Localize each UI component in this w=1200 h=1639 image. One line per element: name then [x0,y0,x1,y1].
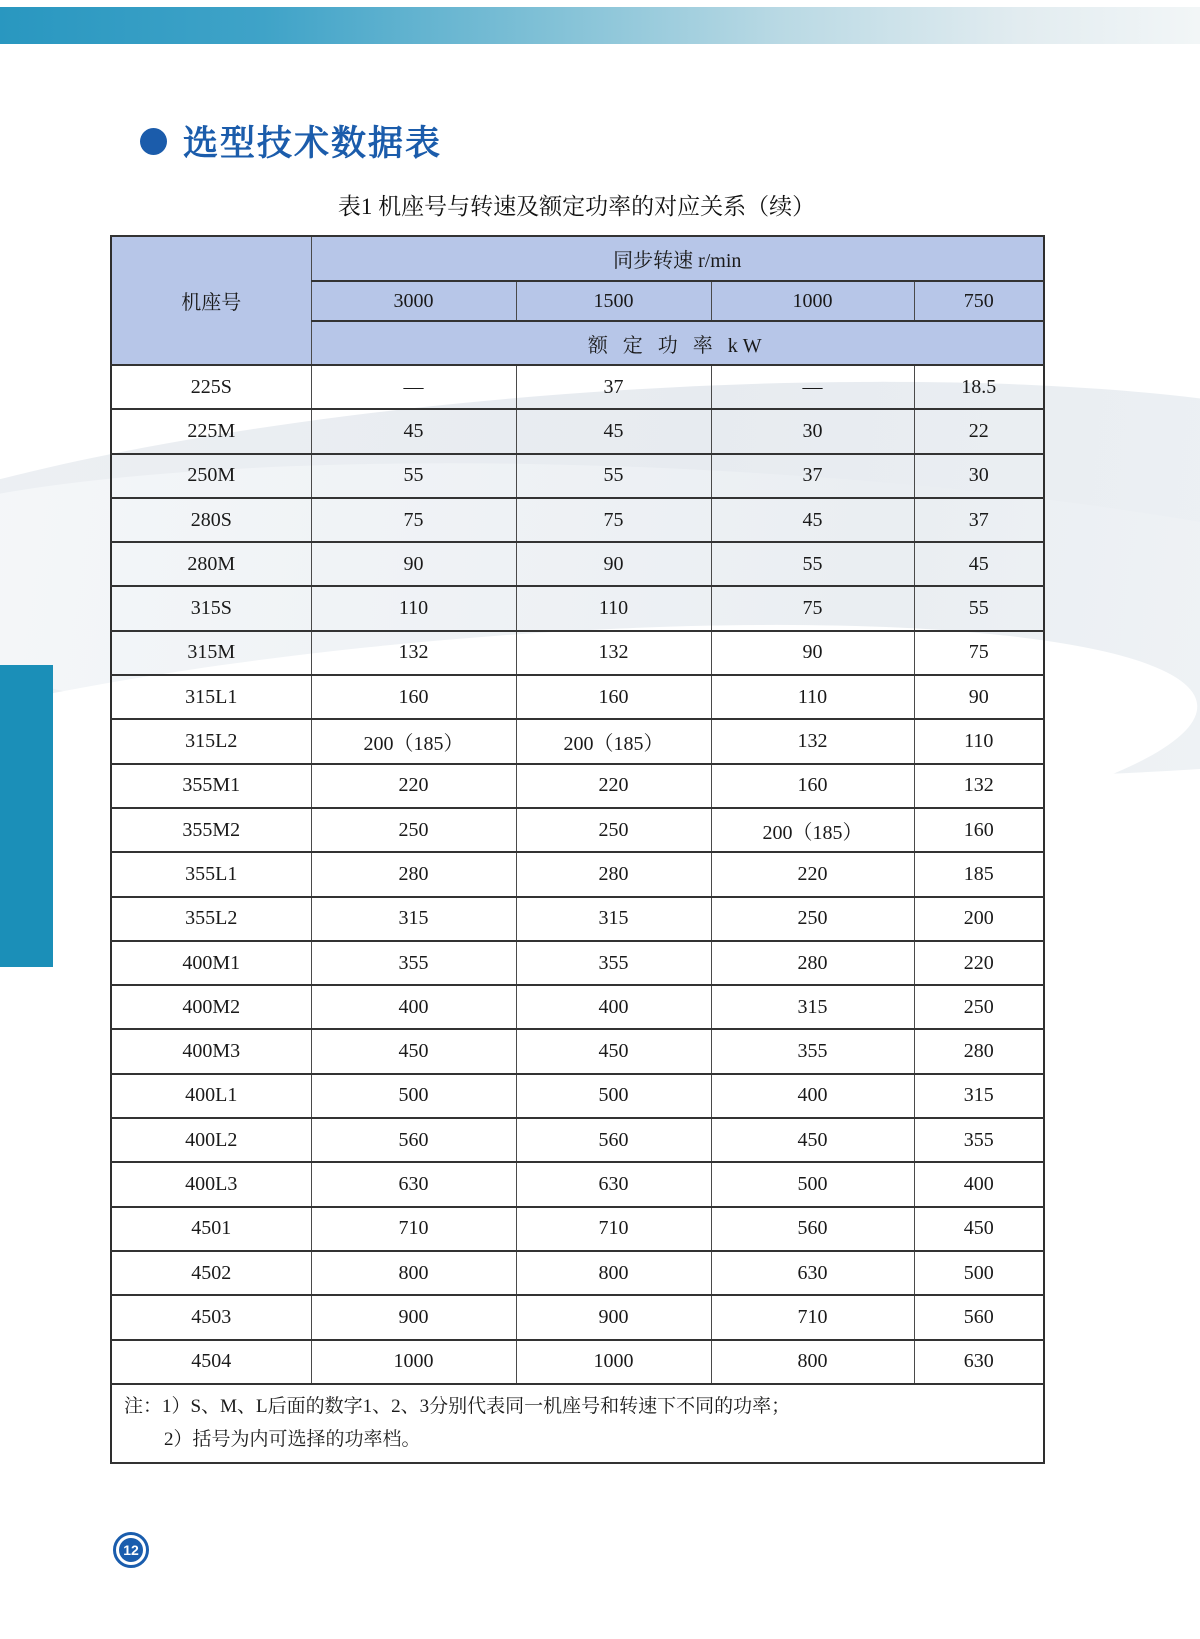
power-value-cell: 37 [711,454,914,498]
power-value-cell: 45 [516,409,711,453]
frame-size-cell: 400L2 [111,1118,311,1162]
power-value-cell: 90 [516,542,711,586]
frame-size-cell: 400M1 [111,941,311,985]
power-value-cell: 355 [516,941,711,985]
frame-size-cell: 4503 [111,1295,311,1339]
frame-size-cell: 400L1 [111,1074,311,1118]
power-value-cell: 560 [711,1207,914,1251]
power-value-cell: 160 [711,764,914,808]
table-row [111,1251,1044,1295]
power-value-cell: 75 [311,498,516,542]
power-value-cell: 280 [914,1029,1044,1073]
power-value-cell: 75 [711,586,914,630]
power-value-cell: 55 [311,454,516,498]
power-value-cell: 160 [516,675,711,719]
power-value-cell: 132 [711,719,914,763]
page-number-badge [113,1532,149,1568]
frame-size-cell: 400M3 [111,1029,311,1073]
power-value-cell: 30 [711,409,914,453]
table-footer [111,1384,1044,1463]
table-row [111,808,1044,852]
power-value-cell: 45 [711,498,914,542]
frame-size-cell: 315M [111,631,311,675]
power-value-cell: 500 [516,1074,711,1118]
table-row [111,409,1044,453]
frame-size-cell: 315L1 [111,675,311,719]
frame-size-cell: 225M [111,409,311,453]
power-value-cell: 45 [914,542,1044,586]
speed-col-header: 1000 [711,281,914,321]
power-value-cell: 1000 [516,1340,711,1384]
power-value-cell: 90 [311,542,516,586]
top-gradient-band [0,7,1200,44]
power-value-cell: 280 [311,852,516,896]
table-title: 表1 机座号与转速及额定功率的对应关系（续） [337,194,816,219]
power-value-cell: 250 [711,897,914,941]
power-value-cell: 37 [516,365,711,409]
power-value-cell: 200（185） [711,808,914,852]
table-row [111,1162,1044,1206]
power-value-cell: 560 [516,1118,711,1162]
section-heading [140,116,442,166]
table-row [111,1207,1044,1251]
power-value-cell: 220 [516,764,711,808]
table-row [111,542,1044,586]
frame-size-cell: 225S [111,365,311,409]
table-row [111,586,1044,630]
table-row [111,675,1044,719]
power-value-cell: 160 [914,808,1044,852]
power-value-cell: 315 [914,1074,1044,1118]
power-value-cell: 400 [914,1162,1044,1206]
power-value-cell: 250 [516,808,711,852]
power-value-cell: 220 [311,764,516,808]
power-value-cell: 1000 [311,1340,516,1384]
power-value-cell: 220 [914,941,1044,985]
table-row [111,498,1044,542]
power-value-cell: 200（185） [516,719,711,763]
frame-size-cell: 400M2 [111,985,311,1029]
speed-col-header: 3000 [311,281,516,321]
power-value-cell: 500 [711,1162,914,1206]
bullet-icon [140,128,167,155]
power-value-cell: 355 [914,1118,1044,1162]
power-value-cell: 75 [914,631,1044,675]
notes-cell [111,1384,1044,1463]
frame-size-cell: 280S [111,498,311,542]
power-value-cell: 185 [914,852,1044,896]
table-row [111,719,1044,763]
power-value-cell: 560 [914,1295,1044,1339]
frame-size-cell: 4504 [111,1340,311,1384]
power-value-cell: 280 [711,941,914,985]
table-row [111,1340,1044,1384]
power-value-cell: 450 [516,1029,711,1073]
power-value-cell: 630 [516,1162,711,1206]
power-value-cell: 160 [311,675,516,719]
frame-size-cell: 355L1 [111,852,311,896]
power-value-cell: 315 [516,897,711,941]
table-row [111,631,1044,675]
frame-size-cell: 315L2 [111,719,311,763]
power-value-cell: 450 [914,1207,1044,1251]
power-value-cell: 18.5 [914,365,1044,409]
power-value-cell: 355 [311,941,516,985]
power-value-cell: 90 [914,675,1044,719]
power-value-cell: 220 [711,852,914,896]
left-teal-bar [0,665,53,967]
table-row [111,365,1044,409]
power-value-cell: 315 [311,897,516,941]
table-body [111,365,1044,1384]
power-value-cell: 450 [711,1118,914,1162]
power-value-cell: 110 [711,675,914,719]
frame-size-cell: 400L3 [111,1162,311,1206]
page-number: 12 [119,1538,143,1562]
power-value-cell: 250 [311,808,516,852]
power-value-cell: 800 [516,1251,711,1295]
speed-group-header-cell: 同步转速 r/min [311,236,1044,281]
speed-col-header: 1500 [516,281,711,321]
power-value-cell: 630 [914,1340,1044,1384]
table-row [111,985,1044,1029]
corner-header-cell: 机座号 [111,236,311,365]
speed-col-header: 750 [914,281,1044,321]
power-value-cell: 450 [311,1029,516,1073]
power-value-cell: 400 [711,1074,914,1118]
power-value-cell: 500 [914,1251,1044,1295]
power-value-cell: 280 [516,852,711,896]
table-row [111,897,1044,941]
power-value-cell: 75 [516,498,711,542]
power-value-cell: 55 [711,542,914,586]
power-value-cell: 22 [914,409,1044,453]
table-row [111,1074,1044,1118]
power-value-cell: 710 [311,1207,516,1251]
power-value-cell: 630 [311,1162,516,1206]
table-row [111,852,1044,896]
power-value-cell: 45 [311,409,516,453]
table-row [111,454,1044,498]
power-value-cell: 900 [311,1295,516,1339]
table-row [111,1029,1044,1073]
frame-size-cell: 4502 [111,1251,311,1295]
spec-table-wrapper [110,235,1045,1464]
power-value-cell: 355 [711,1029,914,1073]
power-value-cell: 710 [516,1207,711,1251]
power-value-cell: 630 [711,1251,914,1295]
power-value-cell: 400 [311,985,516,1029]
power-value-cell: 800 [711,1340,914,1384]
power-value-cell: 315 [711,985,914,1029]
power-value-cell: 500 [311,1074,516,1118]
frame-size-cell: 355M1 [111,764,311,808]
power-value-cell: 200 [914,897,1044,941]
section-heading-text: 选型技术数据表 [183,124,443,163]
power-value-cell: 55 [914,586,1044,630]
power-value-cell: 132 [516,631,711,675]
note-line-1: 注：1）S、M、L后面的数字1、2、3分别代表同一机座号和转速下不同的功率； [124,1395,791,1417]
frame-size-cell: 280M [111,542,311,586]
power-value-cell: 55 [516,454,711,498]
power-value-cell: — [711,365,914,409]
power-value-cell: 710 [711,1295,914,1339]
power-group-header-cell: 额 定 功 率 kW [311,321,1044,365]
frame-size-cell: 355L2 [111,897,311,941]
note-line-2: 2）括号为内可选择的功率档。 [164,1428,421,1450]
power-value-cell: 110 [914,719,1044,763]
frame-size-cell: 315S [111,586,311,630]
spec-table [110,235,1045,1464]
power-value-cell: 132 [914,764,1044,808]
power-value-cell: 90 [711,631,914,675]
power-value-cell: — [311,365,516,409]
power-value-cell: 250 [914,985,1044,1029]
frame-size-cell: 4501 [111,1207,311,1251]
table-header [111,236,1044,365]
power-value-cell: 560 [311,1118,516,1162]
power-value-cell: 900 [516,1295,711,1339]
power-value-cell: 110 [516,586,711,630]
power-value-cell: 400 [516,985,711,1029]
table-row [111,764,1044,808]
table-row [111,1118,1044,1162]
frame-size-cell: 250M [111,454,311,498]
table-row [111,941,1044,985]
table-row [111,1295,1044,1339]
frame-size-cell: 355M2 [111,808,311,852]
power-value-cell: 30 [914,454,1044,498]
power-value-cell: 200（185） [311,719,516,763]
power-value-cell: 37 [914,498,1044,542]
power-value-cell: 132 [311,631,516,675]
power-value-cell: 110 [311,586,516,630]
power-value-cell: 800 [311,1251,516,1295]
